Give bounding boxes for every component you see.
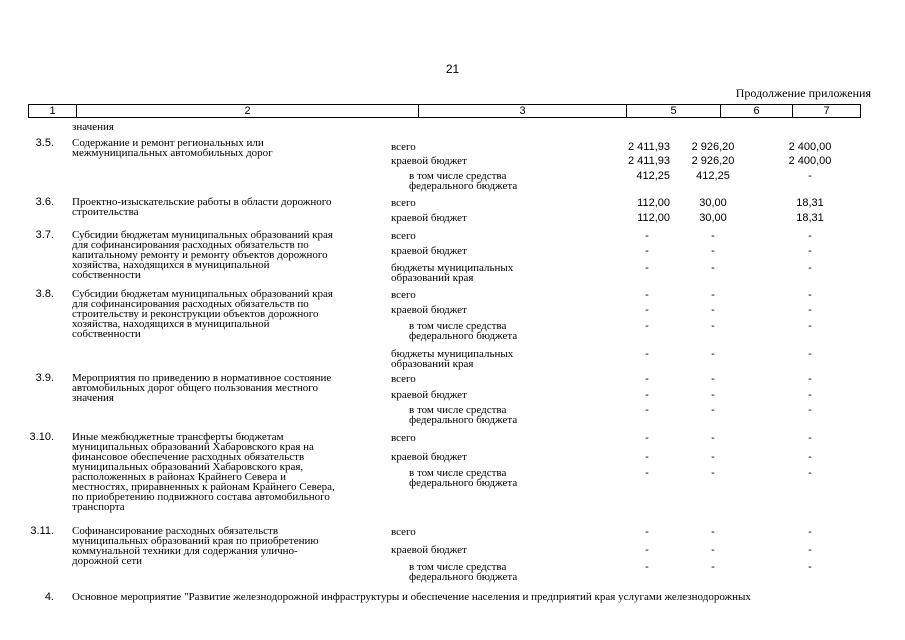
value-col-7: - <box>808 526 812 538</box>
value-col-7: - <box>808 404 812 416</box>
value-col-7: - <box>808 561 812 573</box>
value-col-7: - <box>808 320 812 332</box>
value-col-5: - <box>645 544 649 556</box>
value-col-7: - <box>808 467 812 479</box>
value-col-7: - <box>808 170 812 182</box>
value-col-7: - <box>808 230 812 242</box>
value-col-6: - <box>711 526 715 538</box>
value-col-5: - <box>645 432 649 444</box>
row-code: 3.9. <box>35 372 54 384</box>
value-col-6: - <box>711 373 715 385</box>
value-col-6: - <box>711 230 715 242</box>
value-col-7: 18,31 <box>796 212 824 224</box>
value-col-5: - <box>645 230 649 242</box>
value-col-5: - <box>645 404 649 416</box>
row-code: 3.5. <box>35 137 54 149</box>
value-col-7: - <box>808 373 812 385</box>
continuation-label: Продолжение приложения <box>735 86 871 100</box>
value-col-6: - <box>711 245 715 257</box>
value-col-7: 2 400,00 <box>788 141 832 153</box>
header-col-3: 3 <box>419 105 627 117</box>
value-col-5: 2 411,93 <box>627 141 670 153</box>
value-col-6: - <box>711 451 715 463</box>
footer-row-desc: Основное мероприятие "Развитие железнодорожной инфраструктуры и обеспечение населения и предприятий края услугами железнодорожных <box>72 591 751 603</box>
row-code: 3.7. <box>35 229 54 241</box>
funding-source: краевой бюджет <box>391 544 467 556</box>
funding-source: краевой бюджет <box>391 155 467 167</box>
funding-source: в том числе средства федерального бюджета <box>409 467 518 489</box>
row-code: 3.11. <box>30 525 54 537</box>
page-number: 21 <box>445 62 460 76</box>
funding-source: краевой бюджет <box>391 451 467 463</box>
value-col-6: - <box>711 389 715 401</box>
value-col-5: - <box>645 289 649 301</box>
header-col-2: 2 <box>77 105 419 117</box>
funding-source: в том числе средства федерального бюджета <box>409 170 518 192</box>
value-col-5: 112,00 <box>637 212 670 224</box>
top-carry-text: значения <box>72 121 114 133</box>
footer-row-code: 4. <box>44 591 54 603</box>
value-col-5: - <box>645 262 649 274</box>
funding-source: бюджеты муниципальных образований края <box>391 348 514 370</box>
value-col-7: - <box>808 304 812 316</box>
row-description: Субсидии бюджетам муниципальных образований края для софинансирования расходных обязательств по капитальному ремонту и ремонту объектов дорожного хозяйства, находящихся в муниципальной собственности <box>72 229 333 281</box>
value-col-6: 30,00 <box>699 197 727 209</box>
value-col-6: - <box>711 348 715 360</box>
value-col-6: 412,25 <box>696 170 730 182</box>
row-code: 3.10. <box>29 431 54 443</box>
row-description: Проектно-изыскательские работы в области дорожного строительства <box>72 196 332 218</box>
value-col-5: - <box>645 245 649 257</box>
header-col-5: 5 <box>627 105 721 117</box>
funding-source: всего <box>391 289 416 301</box>
value-col-6: - <box>711 304 715 316</box>
value-col-6: - <box>711 432 715 444</box>
value-col-5: - <box>645 373 649 385</box>
value-col-6: - <box>711 320 715 332</box>
funding-source: всего <box>391 230 416 242</box>
header-col-1: 1 <box>29 105 77 117</box>
value-col-7: - <box>808 348 812 360</box>
funding-source: краевой бюджет <box>391 245 467 257</box>
funding-source: всего <box>391 432 416 444</box>
value-col-5: - <box>645 526 649 538</box>
value-col-5: 112,00 <box>637 197 670 209</box>
value-col-6: - <box>711 404 715 416</box>
row-description: Софинансирование расходных обязательств муниципальных образований края по приобретению коммунальной техники для содержания улично- дорожной сети <box>72 525 319 567</box>
value-col-5: - <box>645 304 649 316</box>
value-col-7: - <box>808 262 812 274</box>
funding-source: всего <box>391 526 416 538</box>
funding-source: всего <box>391 373 416 385</box>
funding-source: краевой бюджет <box>391 212 467 224</box>
value-col-5: 412,25 <box>636 170 670 182</box>
funding-source: краевой бюджет <box>391 304 467 316</box>
funding-source: в том числе средства федерального бюджета <box>409 320 518 342</box>
value-col-5: - <box>645 389 649 401</box>
table-header <box>28 104 861 118</box>
funding-source: краевой бюджет <box>391 389 467 401</box>
funding-source: в том числе средства федерального бюджета <box>409 404 518 426</box>
value-col-6: - <box>711 544 715 556</box>
value-col-6: 2 926,20 <box>691 155 735 167</box>
value-col-7: - <box>808 451 812 463</box>
value-col-6: - <box>711 467 715 479</box>
value-col-5: - <box>645 451 649 463</box>
value-col-5: - <box>645 348 649 360</box>
header-col-6: 6 <box>721 105 793 117</box>
value-col-5: - <box>645 561 649 573</box>
value-col-7: 18,31 <box>796 197 824 209</box>
value-col-6: - <box>711 289 715 301</box>
header-col-7: 7 <box>823 105 830 117</box>
row-code: 3.8. <box>35 288 54 300</box>
value-col-5: 2 411,93 <box>627 155 670 167</box>
row-description: Иные межбюджетные трансферты бюджетам муниципальных образований Хабаровского края на финансовое обеспечение расходных обязательств муниципальных образований Хабаровского края, расположенных в районах Крайнего Севера и местностях, приравненных к районам Крайнего Севера, по приобретению подвижного состава автомобильного транспорта <box>72 431 335 513</box>
value-col-5: - <box>645 467 649 479</box>
row-description: Содержание и ремонт региональных или межмуниципальных автомобильных дорог <box>72 137 273 159</box>
value-col-7: - <box>808 245 812 257</box>
row-code: 3.6. <box>35 196 54 208</box>
value-col-5: - <box>645 320 649 332</box>
value-col-7: - <box>808 544 812 556</box>
value-col-6: - <box>711 561 715 573</box>
funding-source: всего <box>391 197 416 209</box>
value-col-6: 30,00 <box>699 212 727 224</box>
value-col-6: 2 926,20 <box>691 141 735 153</box>
funding-source: всего <box>391 141 416 153</box>
value-col-7: 2 400,00 <box>788 155 832 167</box>
value-col-7: - <box>808 389 812 401</box>
funding-source: в том числе средства федерального бюджета <box>409 561 518 583</box>
funding-source: бюджеты муниципальных образований края <box>391 262 514 284</box>
value-col-7: - <box>808 289 812 301</box>
row-description: Мероприятия по приведению в нормативное состояние автомобильных дорог общего пользования местного значения <box>72 372 332 404</box>
value-col-6: - <box>711 262 715 274</box>
value-col-7: - <box>808 432 812 444</box>
row-description: Субсидии бюджетам муниципальных образований края для софинансирования расходных обязательств по строительству и реконструкции объектов дорожного хозяйства, находящихся в муниципальной собственности <box>72 288 333 340</box>
